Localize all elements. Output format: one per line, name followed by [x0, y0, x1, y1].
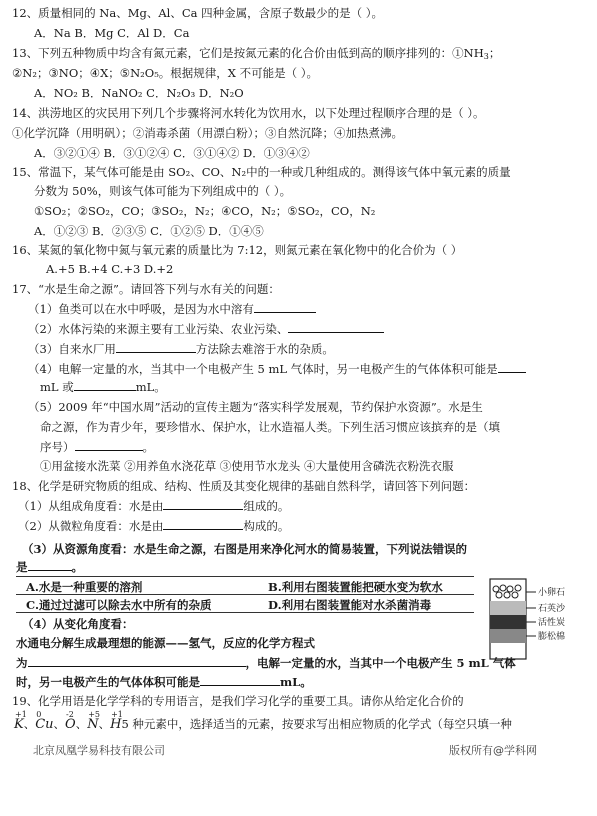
filtration-apparatus [478, 575, 588, 665]
cotton-layer [490, 629, 526, 643]
q12-options: A．Na B．Mg C．Al D．Ca [34, 26, 190, 40]
q15-line3: ①SO₂；②SO₂，CO；③SO₂，N₂；④CO，N₂；⑤SO₂，CO，N₂ [34, 204, 376, 218]
q13-options: A．NO₂ B．NaNO₂ C．N₂O₃ D．N₂O [34, 86, 244, 100]
element-symbol [110, 710, 121, 732]
q18-p3b: 是 。 [16, 560, 83, 574]
q17-p4b: mL 或 mL。 [40, 380, 166, 394]
answer-blank[interactable] [28, 560, 72, 571]
answer-blank[interactable] [200, 675, 280, 686]
q18-p1: （1）从组成角度看：水是由 组成的。 [18, 499, 290, 513]
valence-number: +1 [15, 710, 27, 719]
q17-p5a: （5）2009 年“中国水周”活动的宣传主题为“落实科学发展观，节约保护水资源”。水是生 [28, 400, 483, 414]
q17-p1: （1）鱼类可以在水中呼吸，是因为水中溶有 [28, 302, 316, 316]
q18-p4c: 为 ，电解一定量的水，当其中一个电极产生 5 mL 气体 [16, 656, 516, 670]
q18-opt-a: A.水是一种重要的溶剂 [26, 580, 143, 594]
q18-opt-d: D.利用右图装置能对水杀菌消毒 [268, 598, 432, 612]
label-cotton: 膨松棉 [538, 632, 566, 642]
answer-blank[interactable] [74, 380, 136, 391]
apparatus-drawing [478, 575, 588, 665]
q15-line1: 15、常温下，某气体可能是由 SO₂、CO、N₂中的一种或几种组成的。测得该气体中氧元素的质量 [12, 165, 511, 179]
answer-blank[interactable] [116, 342, 196, 353]
q17-p5c: 序号） 。 [40, 440, 154, 454]
answer-blank[interactable] [163, 519, 243, 530]
q19-line2: +1 K、 0 Cu、 -2 O、 +5 N、 +1 H5 种元素中，选择适当的元素，按要求写出相应物质的化学式（每空只填一种 [14, 710, 512, 732]
valence-number: +5 [88, 710, 101, 719]
element-letter: O [65, 717, 76, 732]
sand-layer [490, 601, 526, 615]
q17-p3: （3）自来水厂用 方法除去难溶于水的杂质。 [28, 342, 334, 356]
q17-stem: 17、“水是生命之源”。请回答下列与水有关的问题： [12, 282, 280, 296]
q19-line1: 19、化学用语是化学学科的专用语言，是我们学习化学的重要工具。请你从给定化合价的 [12, 694, 464, 708]
separator: 、 [75, 717, 88, 731]
valence-number: -2 [66, 710, 74, 719]
q15-line2: 分数为 50%，则该气体可能为下列组成中的（ ）。 [34, 184, 292, 198]
q13-line1: 13、下列五种物质中均含有氮元素，它们是按氮元素的化合价由低到高的顺序排列的：$①NH_3$； [12, 46, 501, 61]
q15-options: A．①②③ B．②③⑤ C．①②⑤ D．①④⑤ [34, 224, 264, 238]
label-pebbles: 小卵石 [538, 588, 566, 598]
label-activated-carbon: 活性炭 [538, 618, 566, 628]
valence-elements [14, 710, 123, 732]
answer-blank[interactable] [288, 322, 384, 333]
pebble-layer [493, 585, 521, 598]
q17-p4a: （4）电解一定量的水，当其中一个电极产生 5 mL 气体时，另一电极产生的气体体积可能是 [28, 362, 526, 376]
q18-opt-b: B.利用右图装置能把硬水变为软水 [268, 580, 443, 594]
q18-p4: （4）从变化角度看： [22, 617, 134, 631]
separator: 、 [23, 717, 36, 731]
element-letter: H [110, 717, 122, 732]
element-symbol [87, 710, 101, 732]
element-symbol [65, 710, 76, 732]
q13-line2: ②N₂；③NO；④X；⑤N₂O₅。根据规律，X 不可能是（ ）。 [12, 66, 319, 80]
divider [16, 576, 474, 577]
q12-stem: 12、质量相同的 Na、Mg、Al、Ca 四种金属，含原子数最少的是（ ）。 [12, 6, 384, 20]
element-letter: N [87, 717, 99, 732]
q17-p5-options: ①用盆接水洗菜 ②用养鱼水浇花草 ③使用节水龙头 ④大量使用含磷洗衣粉洗衣服 [40, 459, 454, 473]
element-letter: K [14, 717, 24, 732]
footer-company: 北京凤凰学易科技有限公司 [33, 744, 165, 757]
answer-blank[interactable] [75, 440, 143, 451]
divider [16, 612, 474, 613]
valence-number: +1 [111, 710, 123, 719]
q14-line1: 14、洪涝地区的灾民用下列几个步骤将河水转化为饮用水，以下处理过程顺序合理的是（ ）。 [12, 106, 485, 120]
q18-p4e: 时，另一电极产生的气体体积可能是 mL。 [16, 675, 312, 689]
carbon-layer [490, 615, 526, 629]
separator: 、 [53, 717, 66, 731]
element-letter: Cu [35, 717, 54, 732]
element-symbol [35, 710, 53, 732]
divider [16, 594, 474, 595]
q14-line2: ①化学沉降（用明矾）；②消毒杀菌（用漂白粉）；③自然沉降；④加热煮沸。 [12, 126, 403, 140]
q18-p2: （2）从微粒角度看：水是由 构成的。 [18, 519, 290, 533]
q16-options: A.+5 B.+4 C.+3 D.+2 [46, 262, 174, 276]
q17-p5b: 命之源，作为青少年，要珍惜水、保护水，让水造福人类。下列生活习惯应该摈弃的是（填 [40, 420, 500, 434]
answer-blank[interactable] [28, 656, 246, 667]
label-quartz-sand: 石英沙 [538, 604, 566, 614]
q16-line1: 16、某氮的氧化物中氮与氧元素的质量比为 7:12，则氮元素在氧化物中的化合价为（ ） [12, 243, 463, 257]
q17-p2: （2）水体污染的来源主要有工业污染、农业污染、 [28, 322, 384, 336]
answer-blank[interactable] [498, 362, 526, 373]
q18-p3a: （3）从资源角度看：水是生命之源，右图是用来净化河水的简易装置，下列说法错误的 [22, 542, 467, 556]
answer-blank[interactable] [254, 302, 316, 313]
separator: 、 [98, 717, 111, 731]
q14-options: A．③②①④ B．③①②④ C．③①④② D．①③④② [34, 146, 310, 160]
answer-blank[interactable] [163, 499, 243, 510]
valence-number: 0 [36, 710, 42, 719]
element-symbol [14, 710, 27, 732]
q18-stem: 18、化学是研究物质的组成、结构、性质及其变化规律的基础自然科学，请回答下列问题： [12, 479, 476, 493]
q18-p4b: 水通电分解生成最理想的能源——氢气，反应的化学方程式 [16, 636, 315, 650]
q18-opt-c: C.通过过滤可以除去水中所有的杂质 [26, 598, 212, 612]
footer-copyright: 版权所有@学科网 [449, 744, 537, 757]
